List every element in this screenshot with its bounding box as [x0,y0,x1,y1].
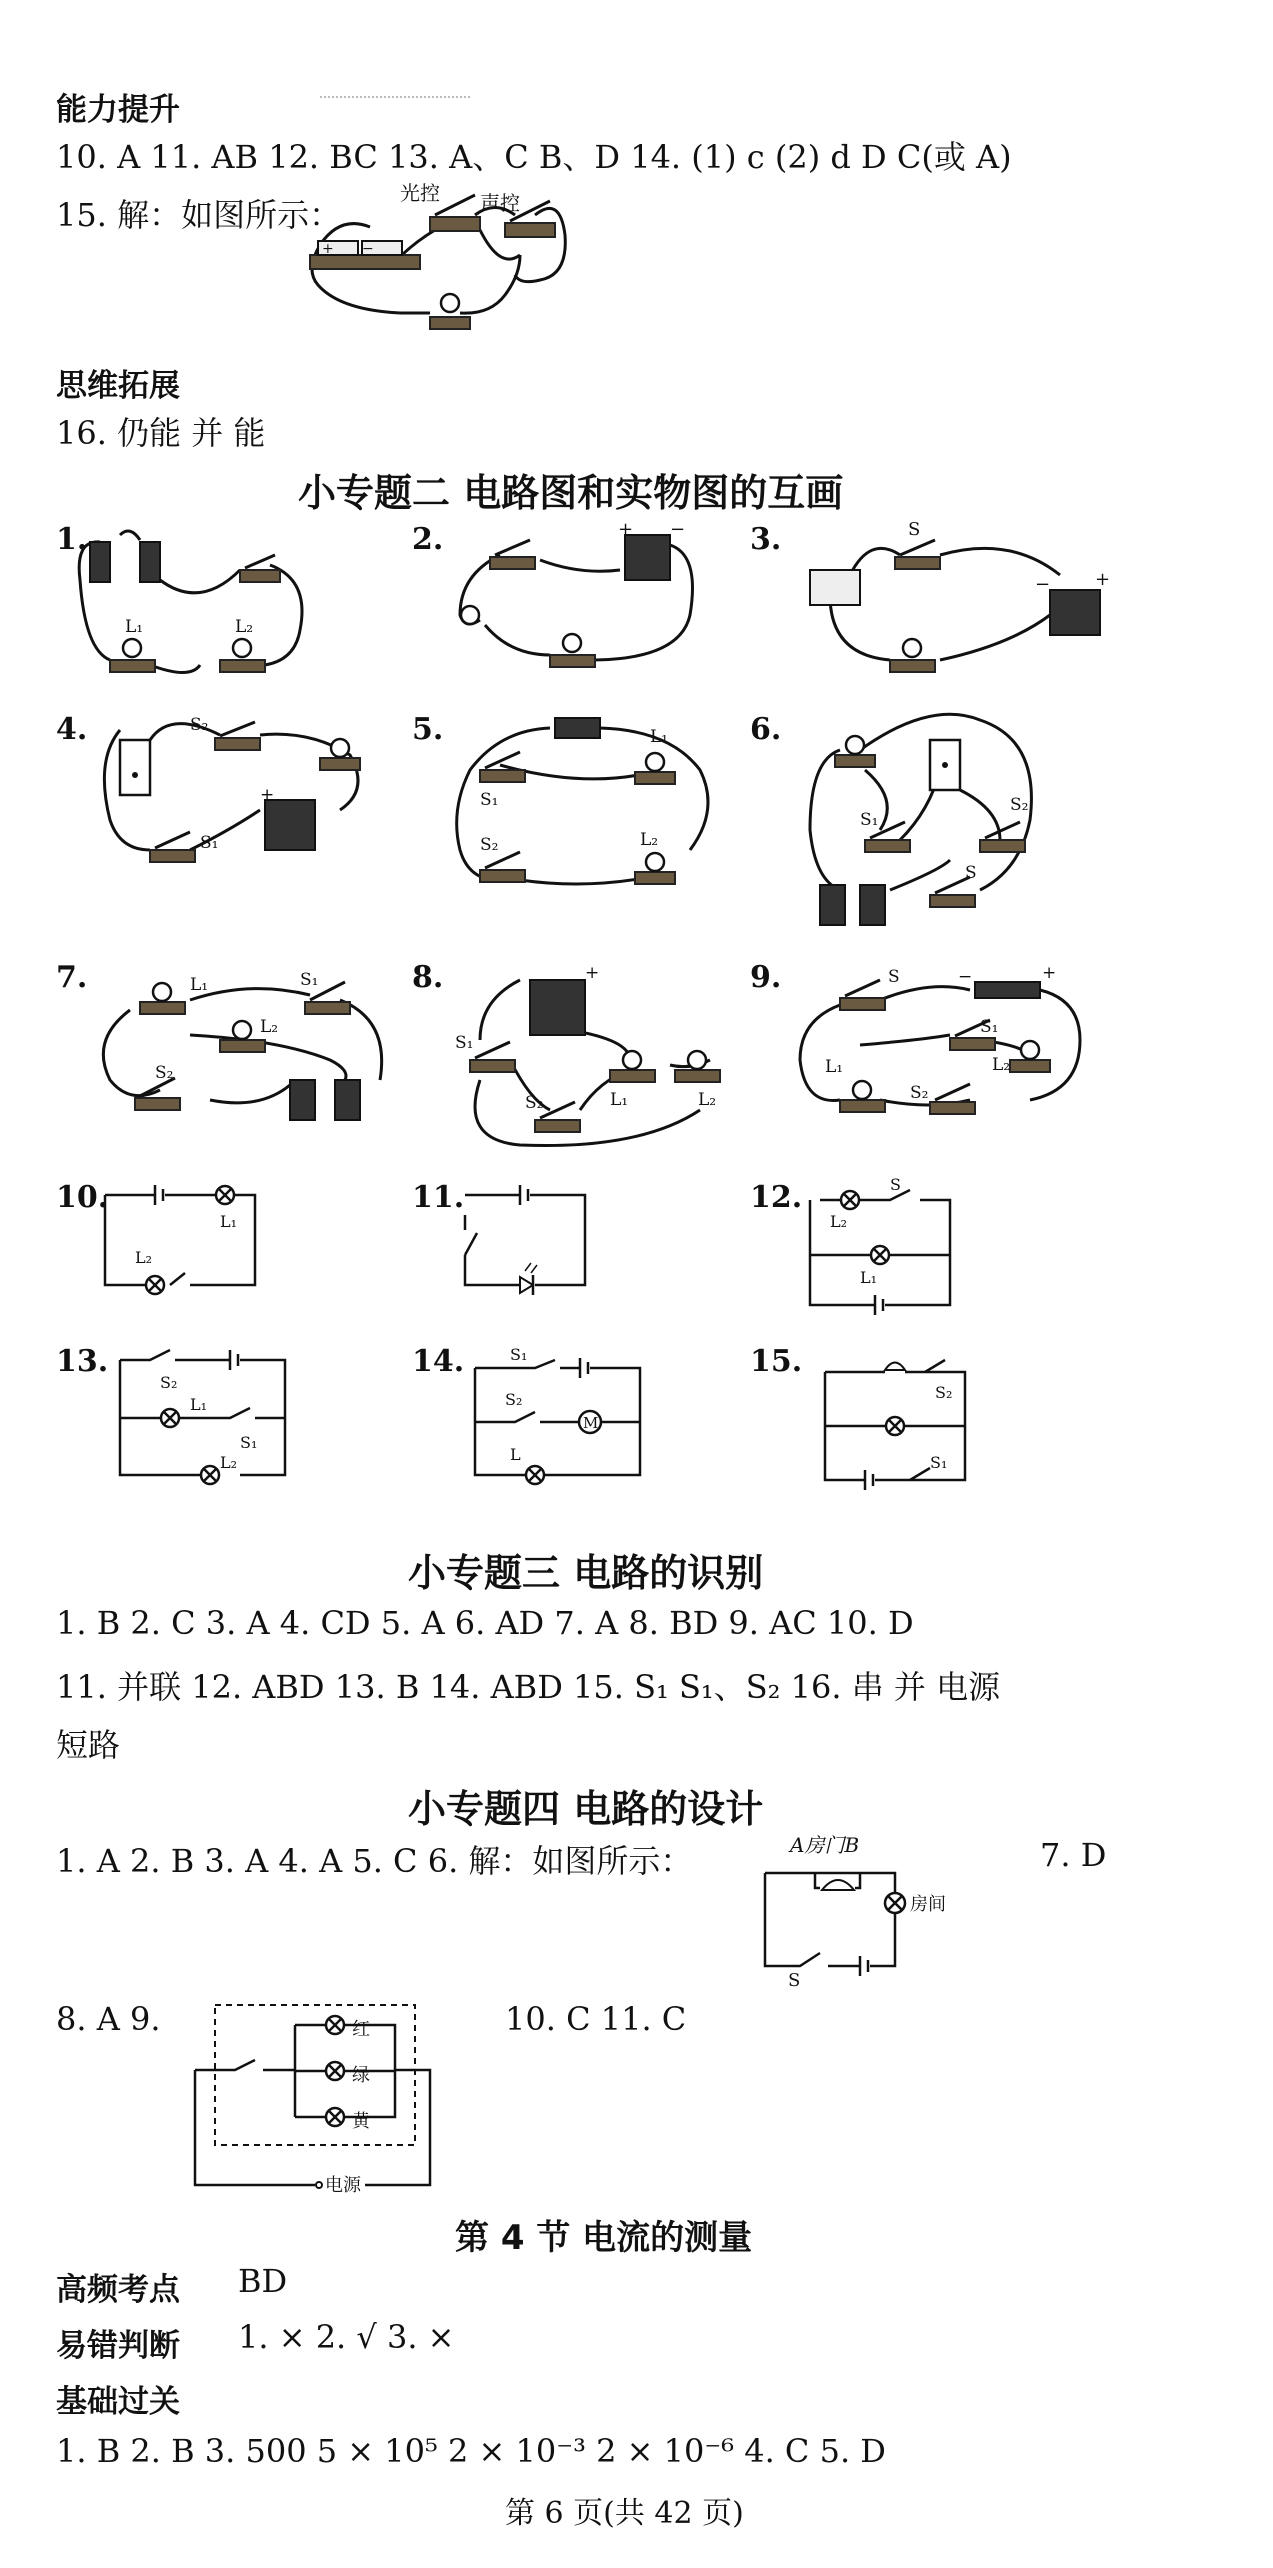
diagram-number: 5. [412,712,444,747]
answer-line: 10. A 11. AB 12. BC 13. A、C B、D 14. (1) c (2) d D C(或 A) [56,138,1012,176]
value-error-prone: 1. × 2. √ 3. × [238,2318,455,2356]
sound-switch-label: 声控 [480,191,520,215]
label-S: S [890,1175,901,1194]
answer-line: 1. B 2. C 3. A 4. CD 5. A 6. AD 7. A 8. BD 9. AC 10. D [56,1604,914,1642]
label-S2: S₂ [160,1373,178,1392]
diagram-number: 7. [56,960,88,995]
page-footer: 第 6 页(共 42 页) [505,2496,744,2531]
label-L: L [510,1445,521,1464]
label-L1: L₁ [650,727,669,747]
diagram-5-physical [440,700,720,900]
q6-circuit-figure [760,1833,980,1991]
label-L1: L₁ [190,975,209,995]
diagram-number: 9. [750,960,782,995]
svg-text:−: − [362,241,374,257]
light-switch-label: 光控 [400,181,440,205]
answer-line: 1. A 2. B 3. A 4. A 5. C 6. 解：如图所示： [56,1842,693,1880]
label-S1: S₁ [200,833,219,853]
label-error-prone: 易错判断 [56,2328,180,2364]
label-S2: S₂ [910,1083,929,1103]
battery-base [310,255,420,269]
plus-sign: + [1042,963,1057,983]
diagram-3-physical [790,515,1120,685]
diagram-number: 12. [750,1180,803,1215]
plus-sign: + [260,785,275,805]
section-heading-ability: 能力提升 [56,92,180,128]
label-S2: S₂ [505,1390,523,1409]
schematic-13 [120,1350,290,1490]
diagram-7-physical [80,960,410,1140]
label-L1: L₁ [220,1212,238,1231]
label-power: 电源 [325,2175,361,2196]
topic-two-title: 小专题二 电路图和实物图的互画 [298,471,844,515]
label-S1: S₁ [455,1033,474,1053]
diagram-number: 1. [56,522,88,557]
diagram-number: 3. [750,522,782,557]
diagram-number: 15. [750,1344,803,1379]
door-label: A房门B [790,1833,860,1857]
diagram-8-physical [440,960,730,1160]
label-S2: S₂ [1010,795,1029,815]
label-L2: L₂ [235,617,254,637]
section-heading-thinking: 思维拓展 [56,368,180,404]
motor-label: M [583,1414,599,1432]
label-L2: L₂ [135,1248,153,1267]
plus-sign: + [585,963,600,983]
schematic-14 [475,1345,645,1490]
faint-mark [320,96,470,98]
label-S1: S₁ [480,790,499,810]
minus-sign: − [1035,574,1051,595]
label-S: S [908,519,921,540]
label-S1: S₁ [300,970,319,990]
schematic-12 [810,1175,960,1315]
value-high-freq: BD [238,2262,288,2300]
minus-sign: − [670,519,686,540]
diagram-4-physical [90,700,390,880]
diagram-number: 13. [56,1344,109,1379]
svg-text:+: + [322,241,334,257]
label-L2: L₂ [220,1453,238,1472]
answer-line: 11. 并联 12. ABD 13. B 14. ABD 15. S₁ S₁、S₂ 16. 串 并 电源 [56,1668,1001,1706]
label-S2: S₂ [155,1063,174,1083]
diagram-number: 8. [412,960,444,995]
label-S2: S₂ [190,715,209,735]
label-S1: S₁ [240,1433,258,1452]
room-label: 房间 [910,1894,946,1915]
diagram-number: 10. [56,1180,109,1215]
label-S: S [965,863,977,883]
label-L2: L₂ [640,830,659,850]
label-L2: L₂ [830,1212,848,1231]
label-L1: L₁ [825,1057,844,1077]
label-high-freq: 高频考点 [56,2272,180,2308]
label-yellow: 黄 [352,2111,370,2132]
answer-line: 16. 仍能 并 能 [56,414,266,452]
schematic-15 [825,1350,975,1490]
schematic-11 [465,1185,595,1305]
label-S1: S₁ [510,1345,528,1364]
label-L1: L₁ [190,1395,208,1414]
diagram-number: 2. [412,522,444,557]
answer-line: 8. A 9. [56,2000,161,2038]
schematic-10 [105,1185,265,1305]
label-L2: L₂ [698,1090,717,1110]
answer-line: 10. C 11. C [505,2000,687,2038]
label-S: S [888,967,900,987]
plus-sign: + [618,519,634,540]
value-basic: 1. B 2. B 3. 500 5 × 10⁵ 2 × 10⁻³ 2 × 10⁻⁶ 4. C 5. D [56,2432,886,2470]
q15-circuit-figure [300,175,600,355]
diagram-6-physical [780,700,1060,940]
label-red: 红 [352,2019,370,2040]
label-L1: L₁ [125,617,144,637]
minus-sign: − [958,967,973,987]
diagram-number: 6. [750,712,782,747]
label-L1: L₁ [860,1268,878,1287]
diagram-9-physical [780,960,1090,1140]
label-green: 绿 [352,2065,370,2086]
topic-three-title: 小专题三 电路的识别 [408,1551,764,1595]
plus-sign: + [1095,569,1111,590]
diagram-number: 4. [56,712,88,747]
label-S2: S₂ [480,835,499,855]
diagram-1-physical [70,520,340,690]
answer-line: 15. 解：如图所示： [56,196,342,234]
label-L2: L₂ [260,1017,279,1037]
label-L1: L₁ [610,1090,629,1110]
label-S1: S₁ [860,810,879,830]
section-four-title: 第 4 节 电流的测量 [455,2218,753,2258]
label-S: S [788,1970,801,1991]
label-S2: S₂ [935,1383,953,1402]
diagram-2-physical [440,515,710,675]
diagram-number: 11. [412,1180,465,1215]
label-S1: S₁ [930,1453,948,1472]
answer-q7: 7. D [1040,1836,1107,1874]
diagram-number: 14. [412,1344,465,1379]
label-basic: 基础过关 [56,2384,180,2420]
q9-circuit-figure [195,2005,435,2205]
answer-line: 短路 [56,1726,121,1764]
label-S2: S₂ [525,1093,544,1113]
label-S1: S₁ [980,1017,999,1037]
label-L2: L₂ [992,1055,1011,1075]
topic-four-title: 小专题四 电路的设计 [408,1787,764,1831]
